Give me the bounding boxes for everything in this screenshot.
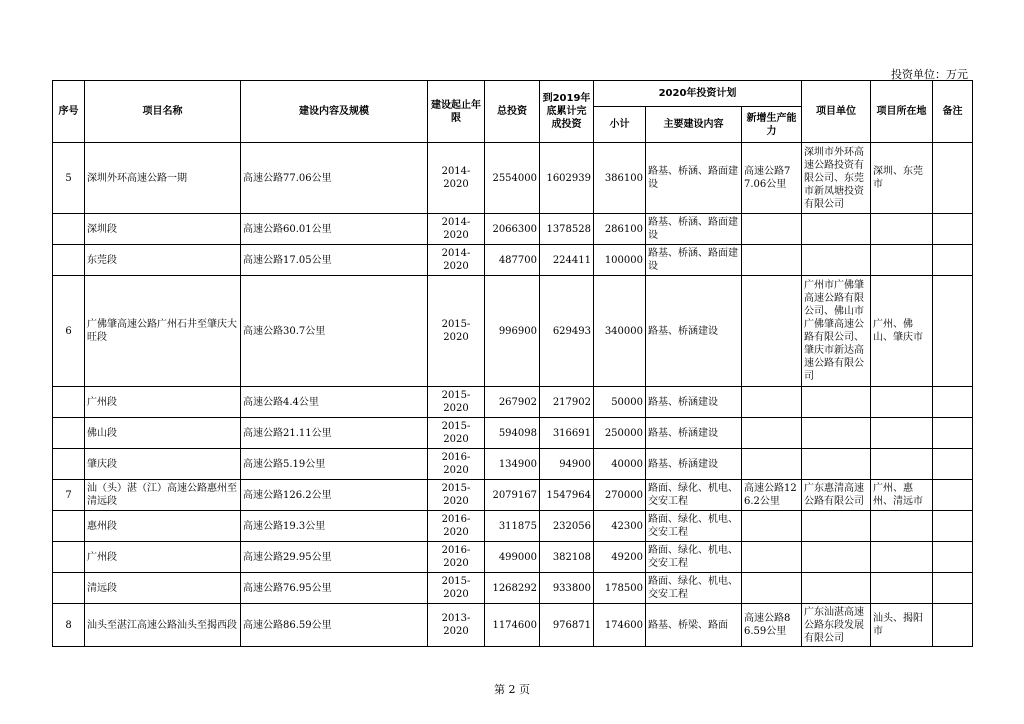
- table-row: [53, 214, 973, 245]
- cell-total: 1174600: [485, 604, 540, 647]
- cell-capacity: [742, 387, 802, 418]
- cell-location: 汕头、揭阳市: [871, 604, 933, 647]
- cell-total: 487700: [485, 245, 540, 276]
- cell-name: 广州段: [85, 387, 241, 418]
- cell-remark: [933, 143, 973, 214]
- table-row: [53, 511, 973, 542]
- header-seq: 序号: [53, 81, 85, 143]
- cell-name: 清远段: [85, 573, 241, 604]
- cell-capacity: [742, 511, 802, 542]
- cell-main: 路基、桥涵、路面建设: [646, 143, 742, 214]
- cell-main: 路基、桥涵建设: [646, 387, 742, 418]
- cell-main: 路基、桥涵建设: [646, 449, 742, 480]
- header-done-2019: 到2019年底累计完成投资: [540, 81, 594, 143]
- cell-done: 1378528: [540, 214, 594, 245]
- cell-total: 594098: [485, 418, 540, 449]
- cell-unit: [802, 214, 871, 245]
- cell-total: 1268292: [485, 573, 540, 604]
- cell-done: 629493: [540, 276, 594, 387]
- cell-content: 高速公路77.06公里: [241, 143, 428, 214]
- cell-capacity: [742, 573, 802, 604]
- cell-subtotal: 270000: [594, 480, 646, 511]
- cell-unit: [802, 449, 871, 480]
- cell-name: 惠州段: [85, 511, 241, 542]
- cell-remark: [933, 480, 973, 511]
- cell-done: 933800: [540, 573, 594, 604]
- cell-unit: 深圳市外环高速公路投资有限公司、东莞市新凤塘投资有限公司: [802, 143, 871, 214]
- header-main-content: 主要建设内容: [646, 107, 742, 143]
- cell-remark: [933, 449, 973, 480]
- cell-content: 高速公路60.01公里: [241, 214, 428, 245]
- cell-location: 深圳、东莞市: [871, 143, 933, 214]
- cell-seq: 5: [53, 143, 85, 214]
- header-total: 总投资: [485, 81, 540, 143]
- cell-years: 2016-2020: [428, 449, 485, 480]
- cell-capacity: [742, 449, 802, 480]
- cell-location: [871, 542, 933, 573]
- cell-seq: 6: [53, 276, 85, 387]
- cell-content: 高速公路17.05公里: [241, 245, 428, 276]
- cell-seq: [53, 573, 85, 604]
- header-subtotal: 小计: [594, 107, 646, 143]
- header-remark: 备注: [933, 81, 973, 143]
- cell-location: 广州、佛山、肇庆市: [871, 276, 933, 387]
- cell-name: 肇庆段: [85, 449, 241, 480]
- cell-remark: [933, 604, 973, 647]
- cell-remark: [933, 276, 973, 387]
- table-row: [53, 449, 973, 480]
- cell-total: 2079167: [485, 480, 540, 511]
- cell-remark: [933, 387, 973, 418]
- cell-done: 224411: [540, 245, 594, 276]
- cell-seq: [53, 387, 85, 418]
- cell-name: 汕（头）湛（江）高速公路惠州至清远段: [85, 480, 241, 511]
- cell-years: 2015-2020: [428, 387, 485, 418]
- header-years: 建设起止年限: [428, 81, 485, 143]
- cell-total: 311875: [485, 511, 540, 542]
- table-row: [53, 604, 973, 647]
- cell-name: 深圳段: [85, 214, 241, 245]
- cell-done: 316691: [540, 418, 594, 449]
- cell-done: 1547964: [540, 480, 594, 511]
- cell-seq: [53, 418, 85, 449]
- cell-done: 217902: [540, 387, 594, 418]
- table-row: [53, 387, 973, 418]
- cell-years: 2013-2020: [428, 604, 485, 647]
- cell-seq: 8: [53, 604, 85, 647]
- cell-years: 2015-2020: [428, 573, 485, 604]
- cell-subtotal: 174600: [594, 604, 646, 647]
- investment-unit-label: 投资单位：万元: [891, 68, 968, 81]
- header-plan-2020: 2020年投资计划: [594, 81, 802, 107]
- cell-capacity: 高速公路77.06公里: [742, 143, 802, 214]
- cell-main: 路基、桥涵建设: [646, 418, 742, 449]
- cell-total: 996900: [485, 276, 540, 387]
- cell-subtotal: 386100: [594, 143, 646, 214]
- table-row: [53, 573, 973, 604]
- table-row: [53, 480, 973, 511]
- header-new-capacity: 新增生产能力: [742, 107, 802, 143]
- cell-remark: [933, 573, 973, 604]
- cell-seq: [53, 245, 85, 276]
- table-row: [53, 143, 973, 214]
- cell-main: 路基、桥涵建设: [646, 276, 742, 387]
- table-row: [53, 542, 973, 573]
- header-unit: 项目单位: [802, 81, 871, 143]
- table-row: [53, 276, 973, 387]
- cell-subtotal: 340000: [594, 276, 646, 387]
- cell-capacity: 高速公路126.2公里: [742, 480, 802, 511]
- cell-seq: [53, 511, 85, 542]
- cell-location: [871, 418, 933, 449]
- cell-total: 134900: [485, 449, 540, 480]
- cell-subtotal: 40000: [594, 449, 646, 480]
- cell-remark: [933, 511, 973, 542]
- cell-unit: [802, 387, 871, 418]
- cell-content: 高速公路19.3公里: [241, 511, 428, 542]
- cell-seq: [53, 449, 85, 480]
- cell-subtotal: 250000: [594, 418, 646, 449]
- cell-years: 2015-2020: [428, 276, 485, 387]
- cell-unit: 广东惠清高速公路有限公司: [802, 480, 871, 511]
- cell-content: 高速公路86.59公里: [241, 604, 428, 647]
- cell-location: [871, 387, 933, 418]
- header-location: 项目所在地: [871, 81, 933, 143]
- cell-capacity: [742, 542, 802, 573]
- cell-subtotal: 42300: [594, 511, 646, 542]
- cell-seq: [53, 214, 85, 245]
- cell-total: 267902: [485, 387, 540, 418]
- header-content: 建设内容及规模: [241, 81, 428, 143]
- cell-name: 汕头至湛江高速公路汕头至揭西段: [85, 604, 241, 647]
- cell-years: 2014-2020: [428, 143, 485, 214]
- cell-done: 232056: [540, 511, 594, 542]
- cell-remark: [933, 214, 973, 245]
- cell-done: 94900: [540, 449, 594, 480]
- cell-name: 广州段: [85, 542, 241, 573]
- cell-unit: 广东汕湛高速公路东段发展有限公司: [802, 604, 871, 647]
- cell-main: 路面、绿化、机电、交安工程: [646, 511, 742, 542]
- cell-done: 976871: [540, 604, 594, 647]
- cell-capacity: 高速公路86.59公里: [742, 604, 802, 647]
- cell-remark: [933, 245, 973, 276]
- cell-years: 2015-2020: [428, 418, 485, 449]
- cell-location: 广州、惠州、清远市: [871, 480, 933, 511]
- cell-total: 2554000: [485, 143, 540, 214]
- cell-location: [871, 573, 933, 604]
- cell-capacity: [742, 214, 802, 245]
- table-header: [53, 81, 973, 143]
- header-name: 项目名称: [85, 81, 241, 143]
- cell-years: 2015-2020: [428, 480, 485, 511]
- cell-name: 广佛肇高速公路广州石井至肇庆大旺段: [85, 276, 241, 387]
- cell-content: 高速公路76.95公里: [241, 573, 428, 604]
- table-row: [53, 418, 973, 449]
- cell-capacity: [742, 245, 802, 276]
- cell-unit: [802, 573, 871, 604]
- cell-main: 路基、桥梁、路面: [646, 604, 742, 647]
- cell-years: 2016-2020: [428, 511, 485, 542]
- cell-subtotal: 178500: [594, 573, 646, 604]
- cell-years: 2014-2020: [428, 245, 485, 276]
- cell-location: [871, 245, 933, 276]
- cell-name: 佛山段: [85, 418, 241, 449]
- cell-unit: 广州市广佛肇高速公路有限公司、佛山市广佛肇高速公路有限公司、肇庆市新达高速公路有限公司: [802, 276, 871, 387]
- cell-done: 1602939: [540, 143, 594, 214]
- cell-subtotal: 286100: [594, 214, 646, 245]
- table-row: [53, 245, 973, 276]
- cell-years: 2016-2020: [428, 542, 485, 573]
- cell-location: [871, 449, 933, 480]
- table-body: [53, 143, 973, 647]
- cell-subtotal: 100000: [594, 245, 646, 276]
- cell-location: [871, 214, 933, 245]
- cell-content: 高速公路4.4公里: [241, 387, 428, 418]
- cell-content: 高速公路29.95公里: [241, 542, 428, 573]
- cell-remark: [933, 542, 973, 573]
- cell-unit: [802, 245, 871, 276]
- cell-content: 高速公路21.11公里: [241, 418, 428, 449]
- cell-remark: [933, 418, 973, 449]
- cell-main: 路基、桥涵、路面建设: [646, 245, 742, 276]
- cell-content: 高速公路126.2公里: [241, 480, 428, 511]
- cell-subtotal: 50000: [594, 387, 646, 418]
- cell-seq: [53, 542, 85, 573]
- cell-seq: 7: [53, 480, 85, 511]
- cell-main: 路面、绿化、机电、交安工程: [646, 573, 742, 604]
- cell-subtotal: 49200: [594, 542, 646, 573]
- cell-total: 2066300: [485, 214, 540, 245]
- cell-unit: [802, 542, 871, 573]
- cell-capacity: [742, 418, 802, 449]
- cell-location: [871, 511, 933, 542]
- cell-name: 东莞段: [85, 245, 241, 276]
- cell-years: 2014-2020: [428, 214, 485, 245]
- page-number: 第 2 页: [494, 683, 530, 696]
- cell-unit: [802, 511, 871, 542]
- investment-plan-table: [52, 80, 973, 647]
- cell-content: 高速公路30.7公里: [241, 276, 428, 387]
- cell-main: 路面、绿化、机电、交安工程: [646, 542, 742, 573]
- cell-main: 路面、绿化、机电、交安工程: [646, 480, 742, 511]
- cell-total: 499000: [485, 542, 540, 573]
- cell-unit: [802, 418, 871, 449]
- cell-name: 深圳外环高速公路一期: [85, 143, 241, 214]
- cell-done: 382108: [540, 542, 594, 573]
- cell-main: 路基、桥涵、路面建设: [646, 214, 742, 245]
- cell-capacity: [742, 276, 802, 387]
- cell-content: 高速公路5.19公里: [241, 449, 428, 480]
